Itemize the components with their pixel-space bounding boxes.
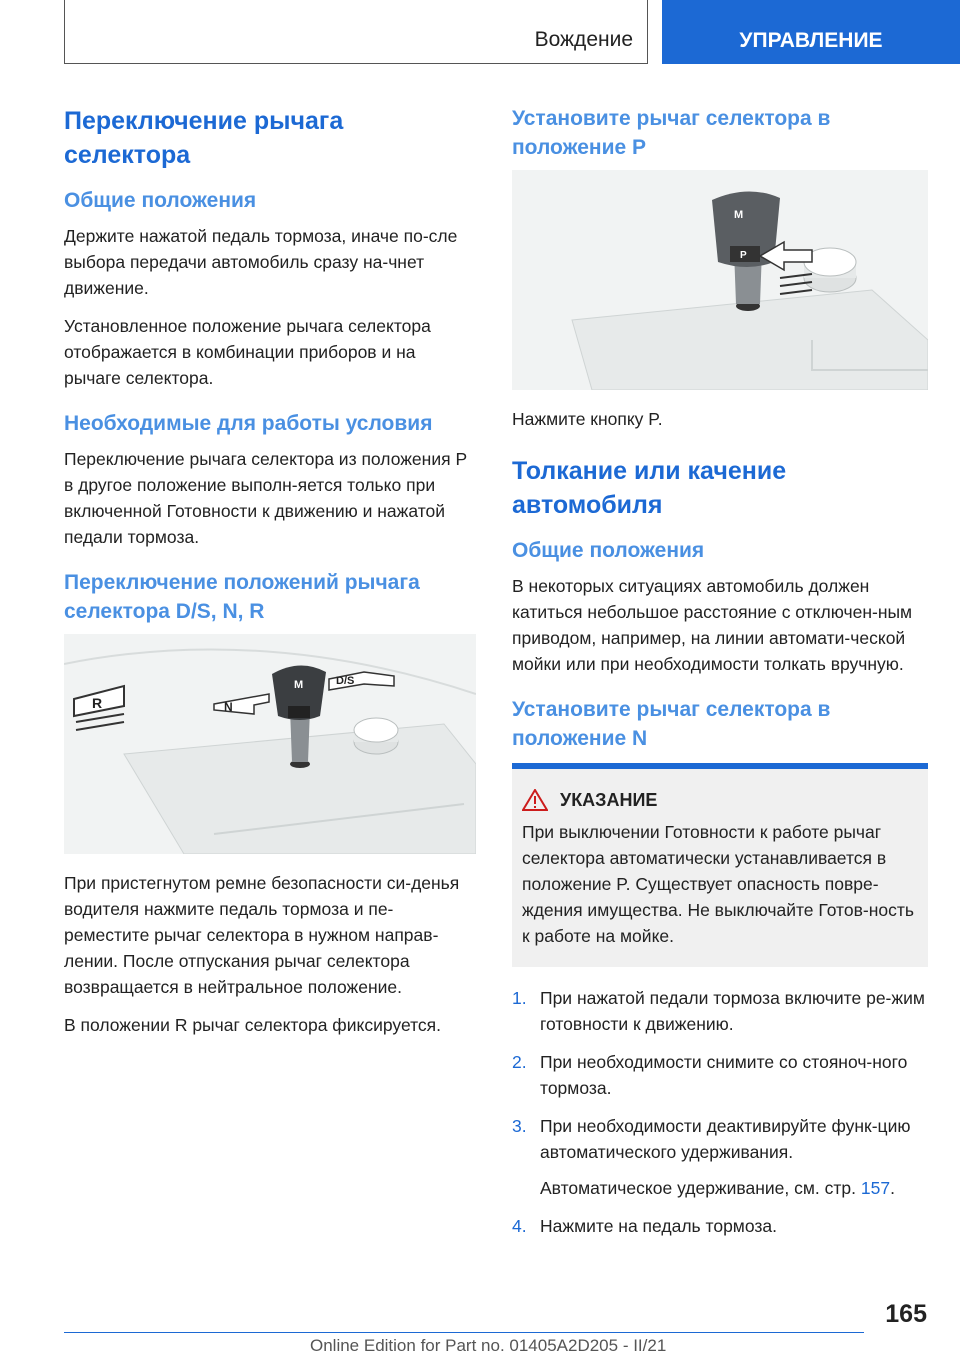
- heading-dsnr: Переключение положений рычага селектора D/S, N, R: [64, 571, 420, 623]
- paragraph-dsnr-1: При пристегнутом ремне безопасности си-денья водителя нажмите педаль тормоза и пе-реместите рычаг селектора в нужном направ-лении. После отпускания рычаг селектора возвращается в нейтральное положение.: [64, 873, 460, 997]
- paragraph-set-p: Нажмите кнопку P.: [512, 409, 663, 429]
- paragraph-dsnr-2: В положении R рычаг селектора фиксируется.: [64, 1015, 442, 1035]
- warning-text: При выключении Готовности к работе рычаг селектора автоматически устанавливается в положение P. Существует опасность повре-ждения имущества. Не выключайте Готов-ность к работе на мойке.: [522, 822, 914, 946]
- step-subtext-label: Автоматическое удерживание, см. стр.: [540, 1178, 857, 1198]
- list-item: [512, 1049, 928, 1101]
- step-text: При необходимости снимите со стояноч-ного тормоза.: [540, 1052, 908, 1098]
- left-column: [64, 104, 476, 1050]
- paragraph-general-2: Установленное положение рычага селектора отображается в комбинации приборов и на рычаге селектора.: [64, 316, 431, 388]
- section-title-gear-selector: Переключение рычага селектора: [64, 107, 344, 169]
- header-section: Вождение: [534, 28, 633, 51]
- illus-label-brand: M: [294, 679, 304, 691]
- warning-title: [522, 789, 918, 811]
- illus-label-n: N: [224, 700, 233, 714]
- steps-list: [512, 985, 928, 1239]
- step-text: При необходимости деактивируйте функ-цию автоматического удерживания.: [540, 1116, 911, 1162]
- heading-general-right: Общие положения: [512, 539, 705, 562]
- step-number: 2.: [512, 1052, 527, 1072]
- gear-selector-dsnr-illustration: [64, 634, 476, 854]
- heading-set-p: Установите рычаг селектора в положение P: [512, 107, 831, 159]
- heading-set-n: Установите рычаг селектора в положение N: [512, 698, 831, 750]
- paragraph-general-1: Держите нажатой педаль тормоза, иначе по-сле выбора передачи автомобиль сразу на-чнет движение.: [64, 226, 458, 298]
- list-item: [512, 985, 928, 1037]
- heading-conditions: Необходимые для работы условия: [64, 412, 433, 435]
- right-column: [512, 104, 928, 1251]
- step-text: При нажатой педали тормоза включите ре-жим готовности к движению.: [540, 988, 925, 1034]
- illus-label-r: R: [92, 695, 103, 711]
- step-number: 3.: [512, 1116, 527, 1136]
- step-number: 1.: [512, 988, 527, 1008]
- paragraph-conditions: Переключение рычага селектора из положения P в другое положение выполн-яется только при включенной Готовности к движению и нажатой педали тормоза.: [64, 449, 467, 547]
- gear-selector-p-illustration: [512, 170, 928, 390]
- list-item: [512, 1213, 928, 1239]
- warning-box: [512, 763, 928, 967]
- illus-label-brand-p: M: [734, 209, 744, 221]
- step-number: 4.: [512, 1216, 527, 1236]
- page-number: 165: [885, 1300, 927, 1328]
- step-subtext-end: .: [890, 1178, 895, 1198]
- section-title-push-vehicle: Толкание или качение автомобиля: [512, 457, 787, 519]
- heading-general: Общие положения: [64, 189, 257, 212]
- header-chapter-label: УПРАВЛЕНИЕ: [739, 29, 883, 52]
- header-chapter-tab[interactable]: [662, 0, 960, 64]
- list-item: [512, 1113, 928, 1201]
- step-text: Нажмите на педаль тормоза.: [540, 1216, 777, 1236]
- illus-label-p: P: [740, 250, 747, 261]
- warning-triangle-icon: [522, 789, 548, 811]
- illus-label-ds: D/S: [336, 675, 355, 687]
- step-subtext: [540, 1175, 928, 1201]
- page-reference-link[interactable]: 157: [860, 1178, 891, 1198]
- warning-label: УКАЗАНИЕ: [560, 789, 658, 810]
- footer-edition: Online Edition for Part no. 01405A2D205 - II/21: [310, 1336, 667, 1355]
- footer-divider: [64, 1332, 864, 1333]
- paragraph-general-right: В некоторых ситуациях автомобиль должен катиться небольшое расстояние с отключен-ным приводом, например, на линии автомати-ческой мойки или при необходимости толкать вручную.: [512, 576, 913, 674]
